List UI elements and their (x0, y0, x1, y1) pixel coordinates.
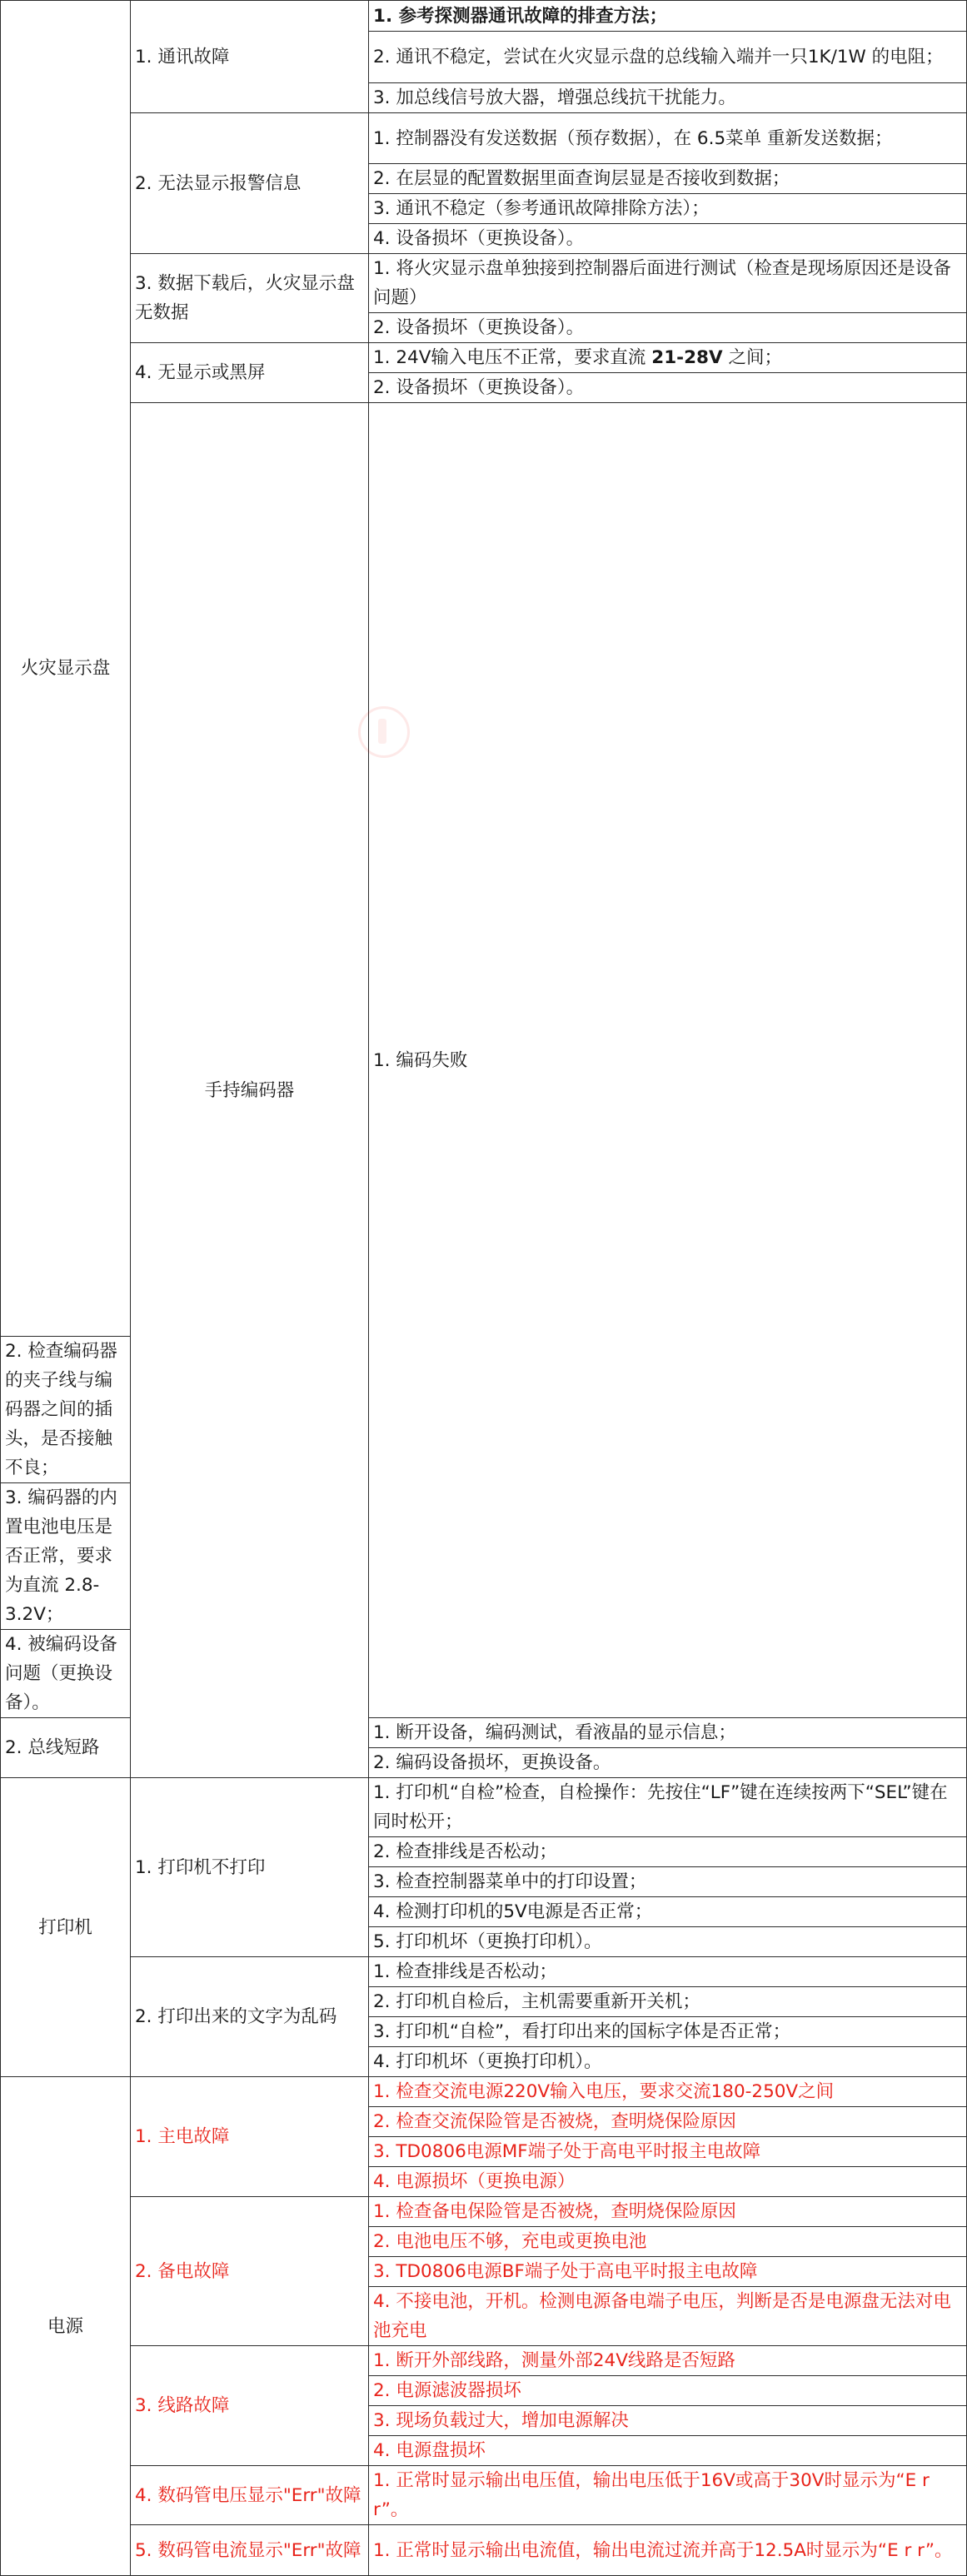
step-cell: 1. 参考探测器通讯故障的排查方法； (369, 1, 967, 32)
step-cell: 3. 打印机“自检”，看打印出来的国标字体是否正常； (369, 2017, 967, 2047)
fault-cell: 1. 编码失败 (369, 403, 967, 1718)
fault-cell: 5. 数码管电流显示"Err"故障 (131, 2525, 369, 2576)
step-text: 1. 24V输入电压不正常，要求直流 (373, 347, 652, 368)
step-cell: 1. 将火灾显示盘单独接到控制器后面进行测试（检查是现场原因还是设备问题） (369, 254, 967, 313)
fault-cell: 4. 数码管电压显示"Err"故障 (131, 2466, 369, 2525)
step-cell: 2. 检查交流保险管是否被烧，查明烧保险原因 (369, 2107, 967, 2137)
fault-cell: 2. 总线短路 (1, 1718, 131, 1778)
step-cell: 1. 检查备电保险管是否被烧，查明烧保险原因 (369, 2197, 967, 2227)
step-cell: 3. TD0806电源MF端子处于高电平时报主电故障 (369, 2137, 967, 2167)
step-cell: 4. 检测打印机的5V电源是否正常； (369, 1897, 967, 1927)
step-cell: 4. 打印机坏（更换打印机）。 (369, 2047, 967, 2077)
step-cell: 3. 检查控制器菜单中的打印设置； (369, 1867, 967, 1897)
step-cell: 3. 现场负载过大，增加电源解决 (369, 2406, 967, 2436)
step-cell: 1. 断开设备，编码测试，看液晶的显示信息； (369, 1718, 967, 1748)
category-cell: 手持编码器 (131, 403, 369, 1778)
step-cell: 3. 加总线信号放大器，增强总线抗干扰能力。 (369, 83, 967, 113)
fault-cell: 3. 数据下载后，火灾显示盘无数据 (131, 254, 369, 343)
step-cell: 1. 正常时显示输出电压值，输出电压低于16V或高于30V时显示为“E r r”。 (369, 2466, 967, 2525)
step-cell: 2. 编码设备损坏，更换设备。 (369, 1748, 967, 1778)
fault-cell: 4. 无显示或黑屏 (131, 343, 369, 403)
step-cell: 4. 电源盘损坏 (369, 2436, 967, 2466)
step-cell: 4. 电源损坏（更换电源） (369, 2167, 967, 2197)
step-cell: 2. 在层显的配置数据里面查询层显是否接收到数据； (369, 164, 967, 194)
step-cell: 1. 控制器没有发送数据（预存数据），在 6.5菜单 重新发送数据； (369, 113, 967, 164)
fault-cell: 2. 打印出来的文字为乱码 (131, 1957, 369, 2077)
step-cell: 1. 打印机“自检”检查，自检操作：先按住“LF”键在连续按两下“SEL”键在同时松开； (369, 1778, 967, 1837)
fault-cell: 3. 线路故障 (131, 2346, 369, 2466)
step-cell: 1. 检查交流电源220V输入电压，要求交流180-250V之间 (369, 2077, 967, 2107)
step-cell: 3. 编码器的内置电池电压是否正常，要求为直流 2.8-3.2V； (1, 1483, 131, 1630)
voltage-range-text: 21-28V (651, 347, 723, 368)
step-cell: 2. 设备损坏（更换设备）。 (369, 313, 967, 343)
step-cell: 2. 检查编码器的夹子线与编码器之间的插头，是否接触不良； (1, 1337, 131, 1483)
step-cell: 2. 打印机自检后，主机需要重新开关机； (369, 1987, 967, 2017)
step-cell: 3. 通讯不稳定（参考通讯故障排除方法）； (369, 194, 967, 224)
fault-cell: 1. 通讯故障 (131, 1, 369, 113)
step-cell: 2. 设备损坏（更换设备）。 (369, 373, 967, 403)
step-cell: 1. 断开外部线路，测量外部24V线路是否短路 (369, 2346, 967, 2376)
step-cell: 4. 被编码设备问题（更换设备）。 (1, 1630, 131, 1718)
step-cell: 5. 打印机坏（更换打印机）。 (369, 1927, 967, 1957)
step-cell: 2. 检查排线是否松动； (369, 1837, 967, 1867)
category-cell: 电源 (1, 2077, 131, 2576)
category-cell: 火灾显示盘 (1, 1, 131, 1337)
step-cell: 1. 正常时显示输出电流值，输出电流过流并高于12.5A时显示为“E r r”。 (369, 2525, 967, 2576)
fault-cell: 2. 无法显示报警信息 (131, 113, 369, 254)
fault-cell: 2. 备电故障 (131, 2197, 369, 2346)
step-cell: 3. TD0806电源BF端子处于高电平时报主电故障 (369, 2257, 967, 2287)
category-cell: 打印机 (1, 1778, 131, 2077)
step-text: 之间； (722, 347, 782, 368)
fault-cell: 1. 打印机不打印 (131, 1778, 369, 1957)
step-cell: 2. 电池电压不够，充电或更换电池 (369, 2227, 967, 2257)
step-cell: 1. 检查排线是否松动； (369, 1957, 967, 1987)
step-cell: 2. 电源滤波器损坏 (369, 2376, 967, 2406)
fault-cell: 1. 主电故障 (131, 2077, 369, 2197)
step-cell: 2. 通讯不稳定，尝试在火灾显示盘的总线输入端并一只1K/1W 的电阻； (369, 32, 967, 83)
step-cell: 4. 设备损坏（更换设备）。 (369, 224, 967, 254)
step-cell: 4. 不接电池，开机。检测电源备电端子电压，判断是否是电源盘无法对电池充电 (369, 2287, 967, 2346)
step-cell (369, 343, 967, 373)
